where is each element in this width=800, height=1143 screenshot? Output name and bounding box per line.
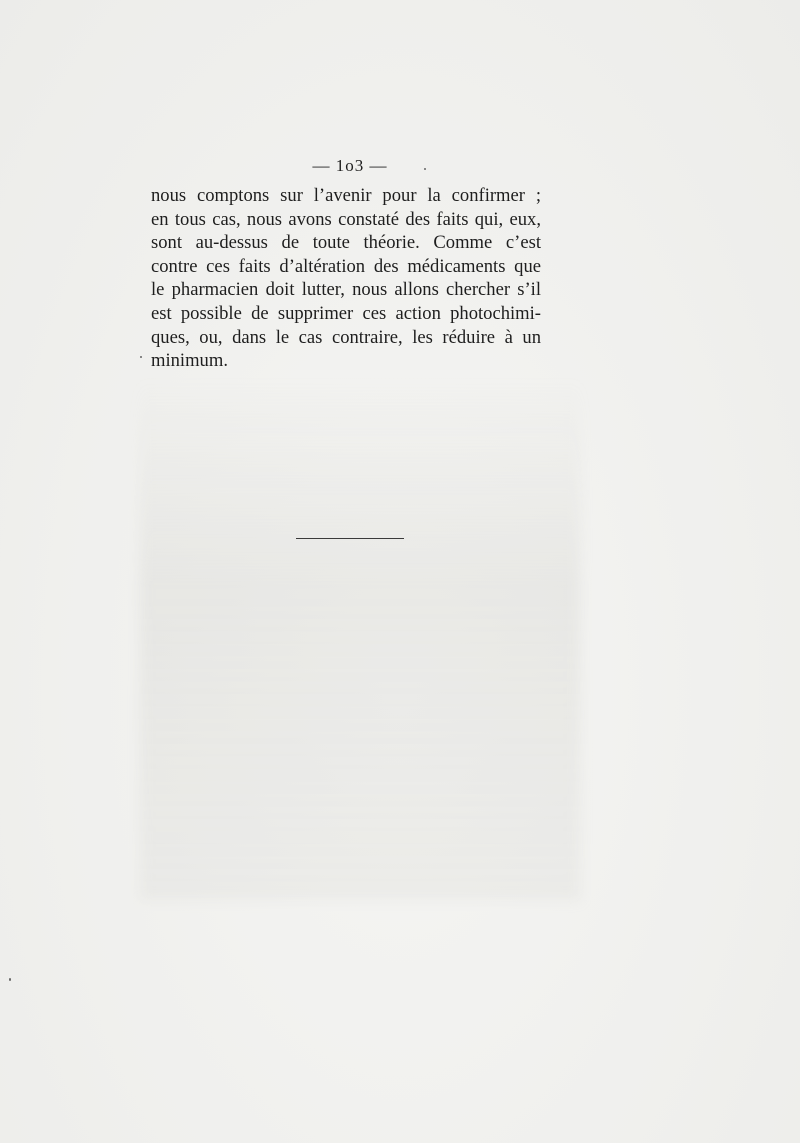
text-line: le pharmacien doit lutter, nous allons chercher s’il	[151, 279, 541, 301]
text-line: en tous cas, nous avons constaté des faits qui, eux,	[151, 208, 541, 230]
show-through-shadow	[140, 380, 580, 900]
paper-speck	[9, 978, 11, 981]
text-line: minimum.	[151, 350, 228, 372]
paper-speck	[140, 356, 142, 358]
section-divider-rule	[296, 538, 404, 539]
page-number: — 1o3 —	[312, 156, 388, 175]
text-line: est possible de supprimer ces action photochimi-	[151, 302, 541, 324]
text-line: nous comptons sur l’avenir pour la confirmer ;	[151, 185, 541, 206]
paper-speck	[424, 168, 426, 170]
text-line: ques, ou, dans le cas contraire, les réduire à un	[151, 326, 541, 348]
text-line: sont au-dessus de toute théorie. Comme c’est	[151, 232, 541, 254]
body-paragraph	[151, 184, 541, 373]
text-line: contre ces faits d’altération des médicaments que	[151, 255, 541, 277]
